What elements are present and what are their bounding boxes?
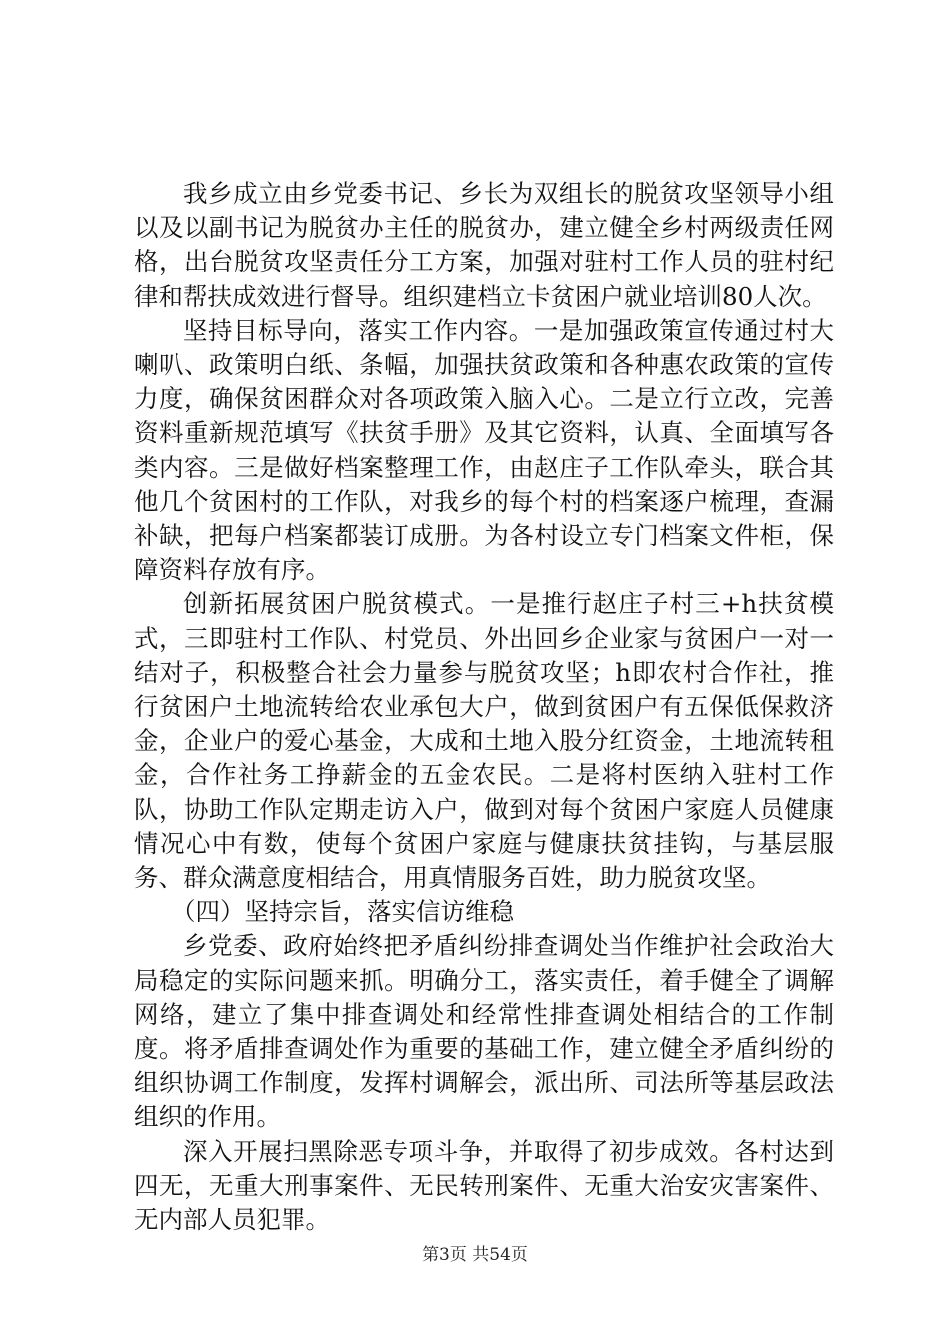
paragraph-crime-campaign: 深入开展扫黑除恶专项斗争，并取得了初步成效。各村达到四无，无重大刑事案件、无民转刑案件、无重大治安灾害案件、无内部人员犯罪。	[134, 1136, 834, 1235]
paragraph-dispute-resolution: 乡党委、政府始终把矛盾纠纷排查调处当作维护社会政治大局稳定的实际问题来抓。明确分工，落实责任，着手健全了调解网络，建立了集中排查调处和经常性排查调处相结合的工作制度。将矛盾排查调处作为重要的基础工作，建立健全矛盾纠纷的组织协调工作制度，发挥村调解会，派出所、司法所等基层政法组织的作用。	[134, 931, 834, 1132]
paragraph-leadership-group: 我乡成立由乡党委书记、乡长为双组长的脱贫攻坚领导小组以及以副书记为脱贫办主任的脱贫办，建立健全乡村两级责任网格，出台脱贫攻坚责任分工方案，加强对驻村工作人员的驻村纪律和帮扶成效进行督导。组织建档立卡贫困户就业培训80人次。	[134, 179, 834, 311]
page-number-footer: 第3页 共54页	[422, 1245, 528, 1265]
paragraph-goal-orientation: 坚持目标导向，落实工作内容。一是加强政策宣传通过村大喇叭、政策明白纸、条幅，加强扶贫政策和各种惠农政策的宣传力度，确保贫困群众对各项政策入脑入心。二是立行立改，完善资料重新规范填写《扶贫手册》及其它资料，认真、全面填写各类内容。三是做好档案整理工作，由赵庄子工作队牵头，联合其他几个贫困村的工作队，对我乡的每个村的档案逐户梳理，查漏补缺，把每户档案都装订成册。为各村设立专门档案文件柜，保障资料存放有序。	[134, 315, 834, 585]
section-heading: （四）坚持宗旨，落实信访维稳	[171, 897, 514, 927]
paragraph-poverty-model: 创新拓展贫困户脱贫模式。一是推行赵庄子村三+h扶贫模式，三即驻村工作队、村党员、外出回乡企业家与贫困户一对一结对子，积极整合社会力量参与脱贫攻坚；h即农村合作社，推行贫困户土地流转给农业承包大户，做到贫困户有五保低保救济金，企业户的爱心基金，大成和土地入股分红资金，土地流转租金，合作社务工挣薪金的五金农民。二是将村医纳入驻村工作队，协助工作队定期走访入户，做到对每个贫困户家庭人员健康情况心中有数，使每个贫困户家庭与健康扶贫挂钩，与基层服务、群众满意度相结合，用真情服务百姓，助力脱贫攻坚。	[134, 589, 834, 893]
document-body	[134, 177, 834, 1237]
